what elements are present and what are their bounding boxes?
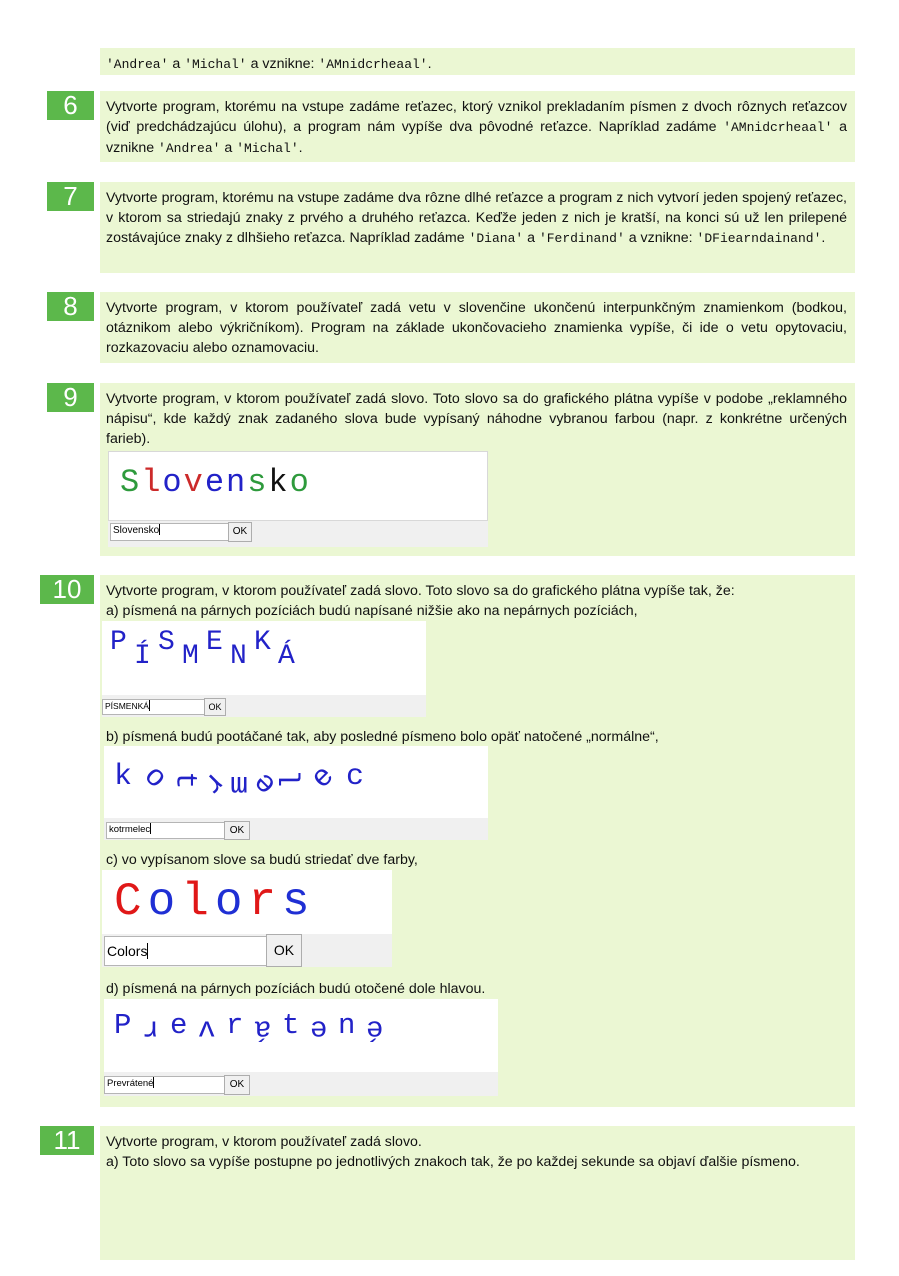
- task-10-b-text: b) písmená budú pootáčané tak, aby posledné písmeno bolo opäť natočené „normálne“,: [106, 729, 659, 745]
- colored-word: [120, 464, 311, 501]
- colored-letter: k: [268, 464, 290, 501]
- drawing-canvas: [102, 870, 392, 934]
- task-5-tail-text: 'Andrea' a 'Michal' a vznikne: 'AMnidcrheaal'.: [106, 56, 432, 72]
- staggered-letter: M: [182, 641, 199, 672]
- two-color-letter: l: [181, 876, 215, 928]
- drawing-canvas: [108, 451, 488, 521]
- task-6-text: Vytvorte program, ktorému na vstupe zadáme reťazec, ktorý vznikol prekladaním písmen z dvoch rôznych reťazcov (viď predchádzajúcu úlohu), a program nám vypíše dva pôvodné reťazce. Napríklad zadáme 'AMnidcrheaal' a vznikne 'Andrea' a 'Michal'.: [106, 99, 847, 156]
- colored-letter: o: [289, 464, 311, 501]
- rotated-letter: c: [346, 760, 365, 794]
- flipped-letter: e: [310, 1012, 328, 1046]
- rotated-letter: e: [247, 764, 284, 802]
- word-input[interactable]: Prevrátené: [104, 1076, 224, 1094]
- task-10-intro: Vytvorte program, v ktorom používateľ zadá slovo. Toto slovo sa do grafického plátna vypíše tak, že:: [106, 583, 735, 599]
- word-input[interactable]: kotrmelec: [106, 822, 224, 839]
- flipped-letter: n: [338, 1009, 356, 1042]
- demo-window-a: [102, 621, 426, 717]
- text-caret: [147, 943, 148, 959]
- staggered-letter: P: [110, 627, 127, 658]
- flipped-letter: P: [114, 1009, 132, 1042]
- task-9: [100, 383, 855, 556]
- ok-button[interactable]: OK: [224, 821, 250, 840]
- drawing-canvas: [104, 999, 498, 1072]
- text-caret: [150, 823, 151, 834]
- task-number: 7: [47, 182, 94, 211]
- flipped-word: [104, 999, 498, 1072]
- colored-letter: v: [183, 464, 205, 501]
- drawing-canvas: [102, 621, 426, 695]
- task-7: [100, 182, 855, 273]
- colored-letter: o: [162, 464, 184, 501]
- task-number: 6: [47, 91, 94, 120]
- task-10-c-text: c) vo vypísanom slove sa budú striedať dve farby,: [106, 852, 418, 868]
- ok-button[interactable]: OK: [266, 934, 302, 967]
- text-caret: [153, 1077, 154, 1088]
- colored-letter: e: [204, 464, 227, 501]
- task-11: [100, 1126, 855, 1260]
- word-input[interactable]: Slovensko: [110, 523, 228, 541]
- flipped-letter: e: [170, 1009, 188, 1042]
- rotated-word: [104, 746, 488, 818]
- staggered-letter: Á: [278, 641, 295, 672]
- staggered-letter: Í: [134, 641, 151, 672]
- task-11-intro: Vytvorte program, v ktorom používateľ zadá slovo.: [106, 1134, 422, 1150]
- staggered-word: [102, 621, 426, 695]
- task-number: 11: [40, 1126, 94, 1155]
- colored-letter: s: [247, 464, 269, 501]
- task-11-a-text: a) Toto slovo sa vypíše postupne po jednotlivých znakoch tak, že po každej sekunde sa objaví ďalšie písmeno.: [106, 1154, 800, 1170]
- word-input[interactable]: Colors: [104, 936, 266, 966]
- colored-letter: l: [141, 464, 163, 501]
- flipped-letter: v: [198, 1012, 216, 1046]
- two-color-letter: r: [248, 876, 283, 928]
- rotated-letter: o: [136, 759, 173, 797]
- flipped-letter: r: [226, 1009, 244, 1042]
- colored-letter: S: [120, 464, 142, 501]
- task-8-text: Vytvorte program, v ktorom používateľ zadá vetu v slovenčine ukončenú interpunkčným znamienkom (bodkou, otáznikom alebo výkričníkom). Program na základe ukončovacieho znamienka vypíše, či ide o vetu opytovaciu, rozkazovaciu alebo oznamovaciu.: [106, 300, 847, 356]
- staggered-letter: E: [206, 627, 223, 658]
- ok-button[interactable]: OK: [204, 698, 226, 716]
- task-number: 10: [40, 575, 94, 604]
- task-10: [100, 575, 855, 1107]
- task-10-d-text: d) písmená na párnych pozíciách budú otočené dole hlavou.: [106, 981, 486, 997]
- text-caret: [149, 700, 150, 711]
- task-9-text: Vytvorte program, v ktorom používateľ zadá slovo. Toto slovo sa do grafického plátna vypíše v podobe „reklamného nápisu“, kde každý znak zadaného slova bude vypísaný náhodne vybranou farbou (napr. z konkrétne určených farieb).: [106, 391, 847, 447]
- task-6: [100, 91, 855, 162]
- ok-button[interactable]: OK: [228, 522, 252, 542]
- two-color-letter: o: [214, 876, 249, 928]
- rotated-letter: r: [194, 764, 231, 802]
- rotated-letter: m: [230, 766, 249, 801]
- task-7-text: Vytvorte program, ktorému na vstupe zadáme dva rôzne dlhé reťazce a program z nich vytvorí jeden spojený reťazec, v ktorom sa striedajú znaky z prvého a druhého reťazca. Keďže jeden z nich je kratší, na konci sú už len prilepené zostávajúce znaky z dlhšieho reťazca. Napríklad zadáme 'Diana' a 'Ferdinand' a vznikne: 'DFiearndainand'.: [106, 190, 847, 246]
- flipped-letter: t: [282, 1009, 300, 1042]
- staggered-letter: K: [254, 627, 271, 658]
- flipped-letter: é: [366, 1012, 384, 1046]
- task-number: 8: [47, 292, 94, 321]
- ok-button[interactable]: OK: [224, 1075, 250, 1095]
- two-color-word: [114, 876, 316, 928]
- colored-letter: n: [226, 464, 248, 501]
- flipped-letter: á: [254, 1012, 272, 1046]
- demo-window: [108, 451, 488, 547]
- staggered-letter: N: [230, 641, 247, 672]
- rotated-letter: t: [167, 771, 202, 790]
- drawing-canvas: [104, 746, 488, 818]
- two-color-letter: C: [114, 876, 148, 928]
- two-color-letter: o: [147, 876, 182, 928]
- task-10-a-text: a) písmená na párnych pozíciách budú napísané nižšie ako na nepárnych pozíciách,: [106, 603, 638, 619]
- demo-window-d: [104, 999, 498, 1096]
- rotated-letter: e: [305, 759, 342, 797]
- two-color-letter: s: [282, 876, 316, 928]
- task-number: 9: [47, 383, 94, 412]
- flipped-letter: r: [142, 1012, 160, 1046]
- staggered-letter: S: [158, 627, 175, 658]
- word-input[interactable]: PÍSMENKÁ: [102, 699, 204, 715]
- demo-window-b: [104, 746, 488, 840]
- demo-window-c: [102, 870, 392, 967]
- task-5-tail: [100, 48, 855, 75]
- rotated-letter: l: [276, 771, 311, 790]
- task-8: [100, 292, 855, 363]
- rotated-letter: k: [114, 760, 133, 794]
- text-caret: [159, 524, 160, 535]
